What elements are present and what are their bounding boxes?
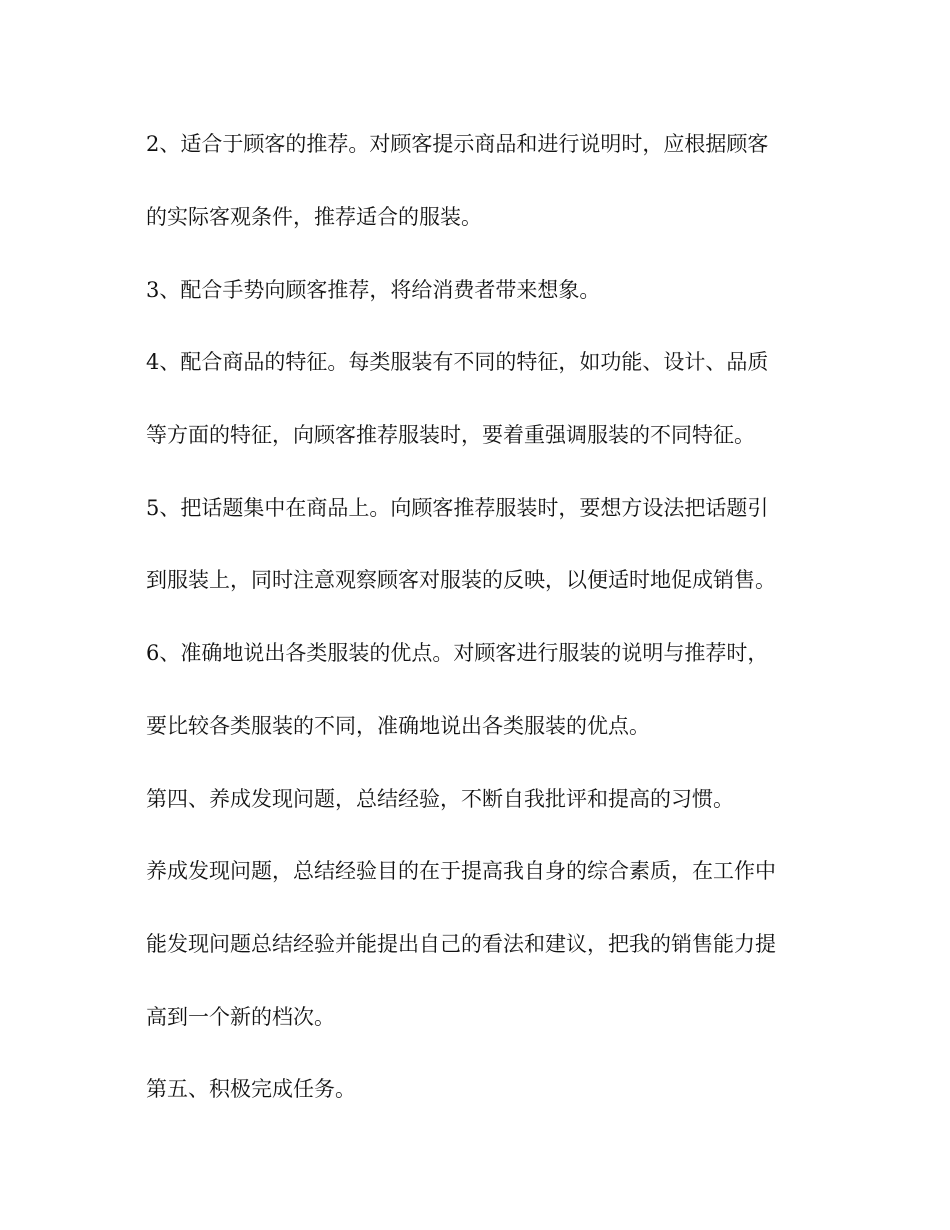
text-line: 养成发现问题，总结经验目的在于提高我自身的综合素质，在工作中 bbox=[146, 859, 776, 883]
section-heading: 第四、养成发现问题，总结经验，不断自我批评和提高的习惯。 bbox=[146, 787, 734, 811]
text-line: 3、配合手势向顾客推荐，将给消费者带来想象。 bbox=[146, 278, 601, 302]
text-line: 等方面的特征，向顾客推荐服装时，要着重强调服装的不同特征。 bbox=[146, 423, 755, 447]
text-line: 到服装上，同时注意观察顾客对服装的反映，以便适时地促成销售。 bbox=[146, 568, 776, 592]
text-line: 4、配合商品的特征。每类服装有不同的特征，如功能、设计、品质 bbox=[146, 350, 769, 374]
text-line: 高到一个新的档次。 bbox=[146, 1005, 335, 1029]
text-line: 的实际客观条件，推荐适合的服装。 bbox=[146, 205, 482, 229]
text-line: 能发现问题总结经验并能提出自己的看法和建议，把我的销售能力提 bbox=[146, 932, 776, 956]
text-line: 5、把话题集中在商品上。向顾客推荐服装时，要想方设法把话题引 bbox=[146, 496, 769, 520]
text-line: 6、准确地说出各类服装的优点。对顾客进行服装的说明与推荐时， bbox=[146, 641, 769, 665]
text-line: 2、适合于顾客的推荐。对顾客提示商品和进行说明时，应根据顾客 bbox=[146, 132, 769, 156]
section-heading: 第五、积极完成任务。 bbox=[146, 1077, 356, 1101]
text-line: 要比较各类服装的不同，准确地说出各类服装的优点。 bbox=[146, 714, 650, 738]
